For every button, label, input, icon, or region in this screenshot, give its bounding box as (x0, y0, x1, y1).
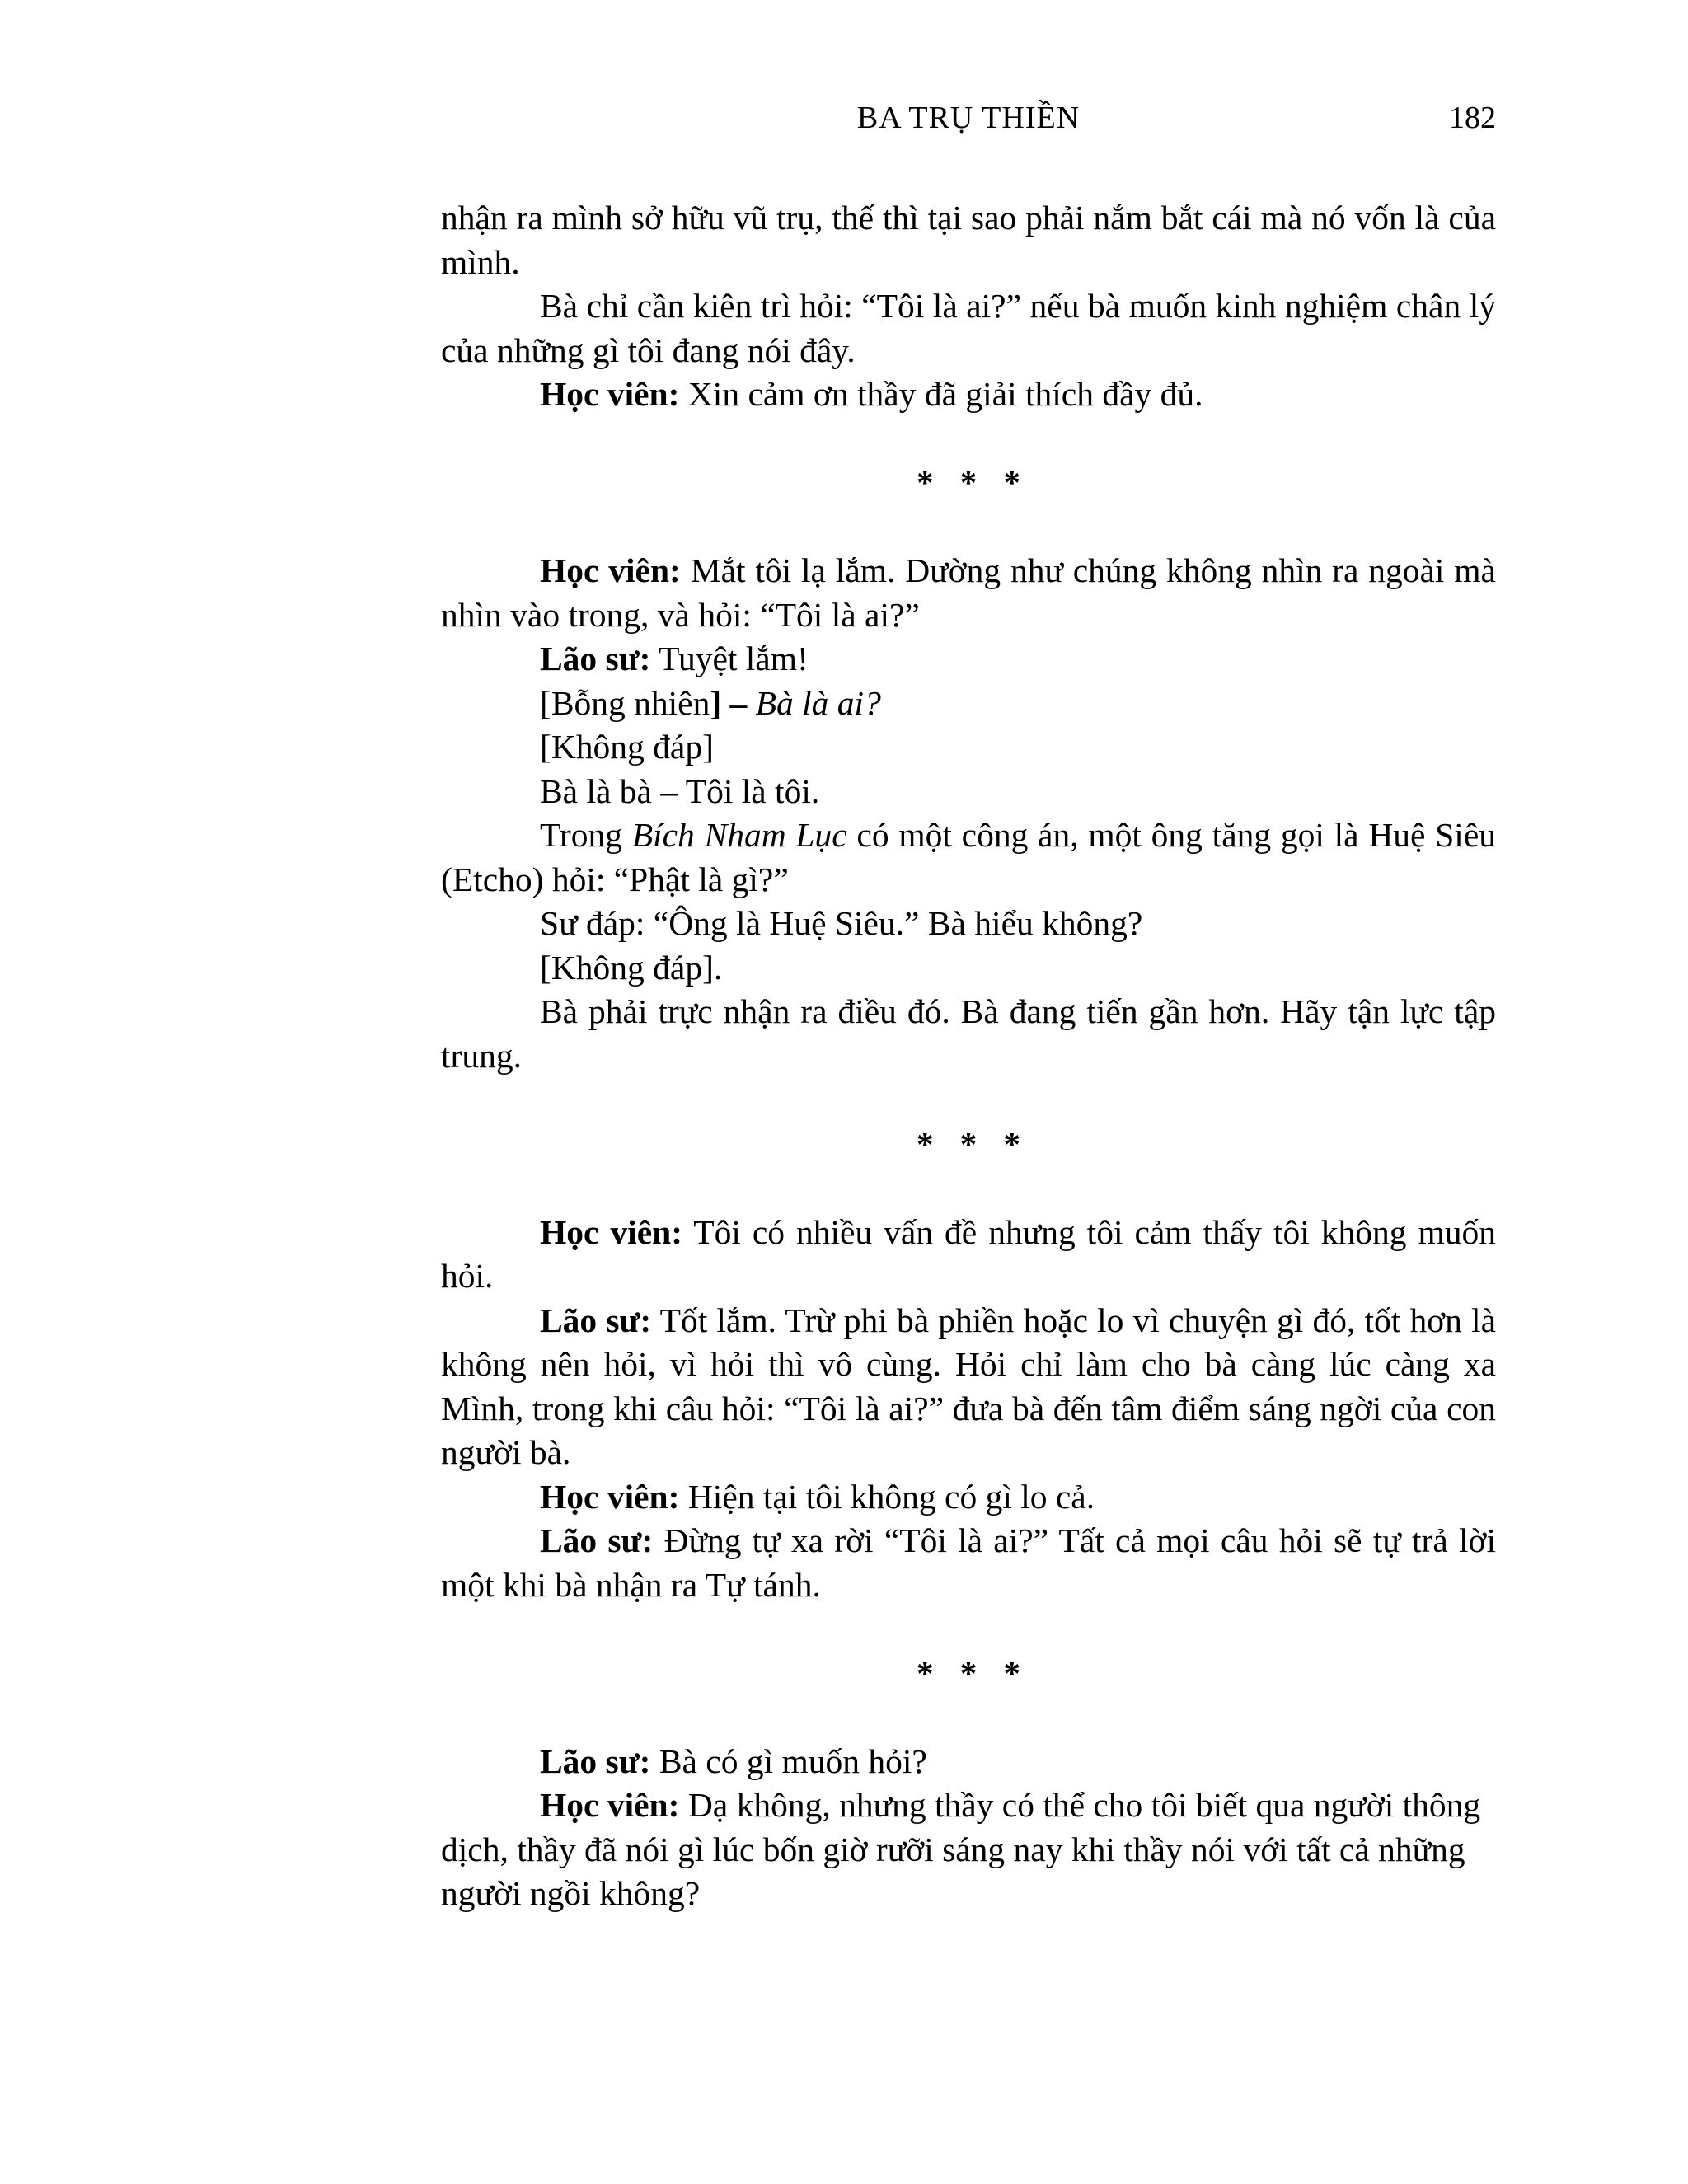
body-text (441, 196, 1496, 1916)
paragraph (441, 990, 1496, 1078)
paragraph (441, 770, 1496, 814)
running-title: BA TRỤ THIỀN (856, 101, 1081, 135)
dialogue-text: Tôi có nhiều vấn đề nhưng tôi cảm thấy tôi không muốn hỏi. (441, 1212, 1496, 1295)
paragraph-text: Sư đáp: “Ông là Huệ Siêu.” Bà hiểu không? (540, 904, 1143, 942)
bracket-text: [Bỗng nhiên (540, 683, 710, 722)
dialogue-line (441, 637, 1496, 682)
dialogue-text: Hiện tại tôi không có gì lo cả. (679, 1477, 1095, 1516)
dialogue-line (441, 1475, 1496, 1520)
dialogue-text: Tốt lắm. Trừ phi bà phiền hoặc lo vì chuyện gì đó, tốt hơn là không nên hỏi, vì hỏi thì vô cùng. Hỏi chỉ làm cho bà càng lúc càng xa Mình, trong khi câu hỏi: “Tôi là ai?” đưa bà đến tâm điểm sáng ngời của con người bà. (441, 1301, 1496, 1471)
dialogue-line (441, 1299, 1496, 1475)
stage-direction (441, 682, 1496, 726)
paragraph (441, 725, 1496, 770)
speaker-label: Học viên: (540, 1786, 680, 1824)
speaker-label: Học viên: (540, 1212, 683, 1251)
speaker-label: Học viên: (540, 375, 680, 413)
paragraph (441, 902, 1496, 946)
dialogue-text: Dạ không, nhưng thầy có thể cho tôi biết qua người thông dịch, thầy đã nói gì lúc bốn giờ rưỡi sáng nay khi thầy nói với tất cả những người ngồi không? (441, 1786, 1481, 1912)
section-separator: *** (916, 463, 1048, 501)
speaker-label: Lão sư: (540, 1301, 652, 1339)
paragraph-text: [Không đáp]. (540, 948, 723, 987)
speaker-label: Học viên: (540, 551, 681, 589)
dialogue-text: Tuyệt lắm! (650, 640, 809, 677)
speaker-label: Lão sư: (540, 1741, 651, 1780)
paragraph-text-post: có một công án, một ông tăng gọi là Huệ Siêu (Etcho) hỏi: “Phật là gì?” (441, 816, 1497, 898)
paragraph-text-pre: Trong (540, 816, 632, 854)
dialogue-text: Bà có gì muốn hỏi? (650, 1741, 927, 1780)
running-header (441, 97, 1496, 138)
speaker-label: Lão sư: (540, 1521, 654, 1559)
paragraph-text: [Không đáp] (540, 728, 714, 766)
paragraph (441, 946, 1496, 991)
dialogue-line (441, 373, 1496, 417)
dialogue-line (441, 549, 1496, 637)
section-separator: *** (916, 1124, 1048, 1163)
section-separator: *** (916, 1653, 1048, 1692)
dialogue-text: Đừng tự xa rời “Tôi là ai?” Tất cả mọi câu hỏi sẽ tự trả lời một khi bà nhận ra Tự tánh. (441, 1521, 1496, 1604)
dialogue-text: Mắt tôi lạ lắm. Dường như chúng không nhìn ra ngoài mà nhìn vào trong, và hỏi: “Tôi là ai?” (441, 551, 1496, 634)
paragraph-text: nhận ra mình sở hữu vũ trụ, thế thì tại sao phải nắm bắt cái mà nó vốn là của mình. (441, 199, 1496, 281)
book-page (441, 0, 1496, 2184)
speaker-label: Học viên: (540, 1477, 680, 1516)
book-title: Bích Nham Lục (631, 816, 847, 854)
paragraph (441, 813, 1496, 902)
page-number: 182 (1449, 101, 1496, 135)
paragraph-text: Bà là bà – Tôi là tôi. (540, 771, 820, 810)
paragraph-text: Bà chỉ cần kiên trì hỏi: “Tôi là ai?” nếu bà muốn kinh nghiệm chân lý của những gì tôi đang nói đây. (441, 287, 1496, 369)
dialogue-line (441, 1783, 1496, 1916)
dialogue-line (441, 1519, 1496, 1607)
paragraph (441, 196, 1496, 284)
bracket-close: ] – (710, 683, 748, 722)
paragraph-text: Bà phải trực nhận ra điều đó. Bà đang tiến gần hơn. Hãy tận lực tập trung. (441, 992, 1496, 1075)
dialogue-text: Xin cảm ơn thầy đã giải thích đầy đủ. (679, 375, 1203, 413)
italic-question: Bà là ai? (747, 683, 881, 722)
speaker-label: Lão sư: (540, 640, 651, 677)
paragraph (441, 284, 1496, 373)
dialogue-line (441, 1211, 1496, 1299)
dialogue-line (441, 1740, 1496, 1784)
